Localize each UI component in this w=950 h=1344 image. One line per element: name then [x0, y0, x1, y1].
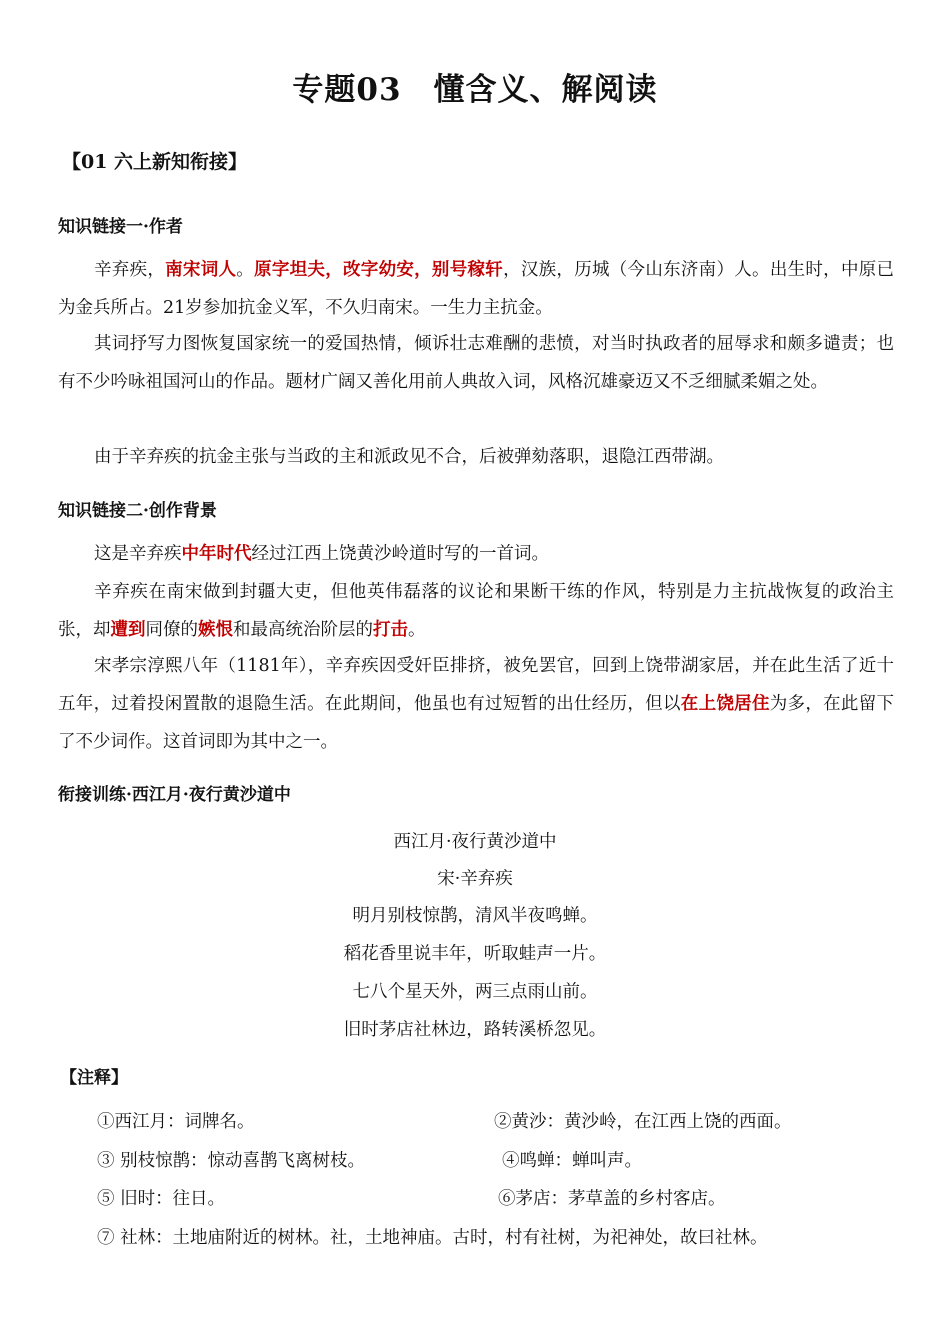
note-item: ③ 别枝惊鹊：惊动喜鹊飞离树枝。: [97, 1151, 366, 1171]
poem-line: 稻花香里说丰年，听取蛙声一片。: [343, 944, 607, 964]
note-item: ④鸣蝉：蝉叫声。: [502, 1151, 642, 1171]
page-title: 专题03 懂含义、解阅读: [292, 72, 658, 108]
highlight: 遭到: [110, 620, 146, 640]
highlight: 打击: [373, 620, 408, 640]
poem-line: 七八个星天外，两三点雨山前。: [352, 982, 598, 1002]
note-item: ⑥茅店：茅草盖的乡村客店。: [498, 1189, 726, 1209]
poem-line: 旧时茅店社林边，路转溪桥忽见。: [343, 1020, 607, 1040]
note-item: ⑦ 社林：土地庙附近的树林。社，土地神庙。古时，村有社树，为祀神处，故曰社林。: [97, 1228, 768, 1248]
note-item: ②黄沙：黄沙岭，在江西上饶的西面。: [494, 1112, 792, 1132]
notes-heading: 【注释】: [60, 1068, 128, 1088]
highlight: 嫉恨: [198, 620, 233, 640]
link2-heading: 知识链接二·创作背景: [58, 501, 217, 521]
link1-heading: 知识链接一·作者: [58, 217, 183, 237]
poem-line: 明月别枝惊鹊，清风半夜鸣蝉。: [352, 906, 598, 926]
link1-paragraph-2: 其词抒写力图恢复国家统一的爱国热情，倾诉壮志难酬的悲愤，对当时执政者的屈辱求和颇多谴责；也有不少吟咏祖国河山的作品。题材广阔又善化用前人典故入词，风格沉雄豪迈又不乏细腻柔媚之处。: [58, 334, 894, 392]
link1-paragraph-3: 由于辛弃疾的抗金主张与当政的主和派政见不合，后被弹劾落职，退隐江西带湖。: [94, 447, 724, 467]
poem-author: 宋·辛弃疾: [437, 869, 513, 889]
section-label: 【01 六上新知衔接】: [62, 151, 248, 173]
poem-title: 西江月·夜行黄沙道中: [393, 832, 557, 852]
link2-paragraph-3: 宋孝宗淳熙八年（1181年），辛弃疾因受奸臣排挤，被免罢官，回到上饶带湖家居，并在此生活了近十五年，过着投闲置散的退隐生活。在此期间，他虽也有过短暂的出仕经历，但以在上饶居住为多，在此留下了不少词作。这首词即为其中之一。: [58, 656, 895, 752]
highlight: 南宋词人: [165, 260, 237, 280]
highlight: 在上饶居住: [680, 694, 770, 714]
training-heading: 衔接训练·西江月·夜行黄沙道中: [58, 785, 291, 805]
link2-paragraph-1: 这是辛弃疾中年时代经过江西上饶黄沙岭道时写的一首词。: [94, 544, 549, 564]
highlight: 中年时代: [181, 544, 252, 564]
note-item: ①西江月：词牌名。: [97, 1112, 255, 1132]
highlight: 原字坦夫，改字幼安，别号稼轩: [254, 260, 504, 280]
link1-paragraph-1: 辛弃疾，南宋词人。原字坦夫，改字幼安，别号稼轩，汉族，历城（今山东济南）人。出生时，中原已为金兵所占。21岁参加抗金义军，不久归南宋。一生力主抗金。: [58, 260, 895, 318]
note-item: ⑤ 旧时：往日。: [97, 1189, 226, 1209]
link2-paragraph-2: 辛弃疾在南宋做到封疆大吏，但他英伟磊落的议论和果断干练的作风，特别是力主抗战恢复的政治主张，却遭到同僚的嫉恨和最高统治阶层的打击。: [58, 582, 894, 640]
